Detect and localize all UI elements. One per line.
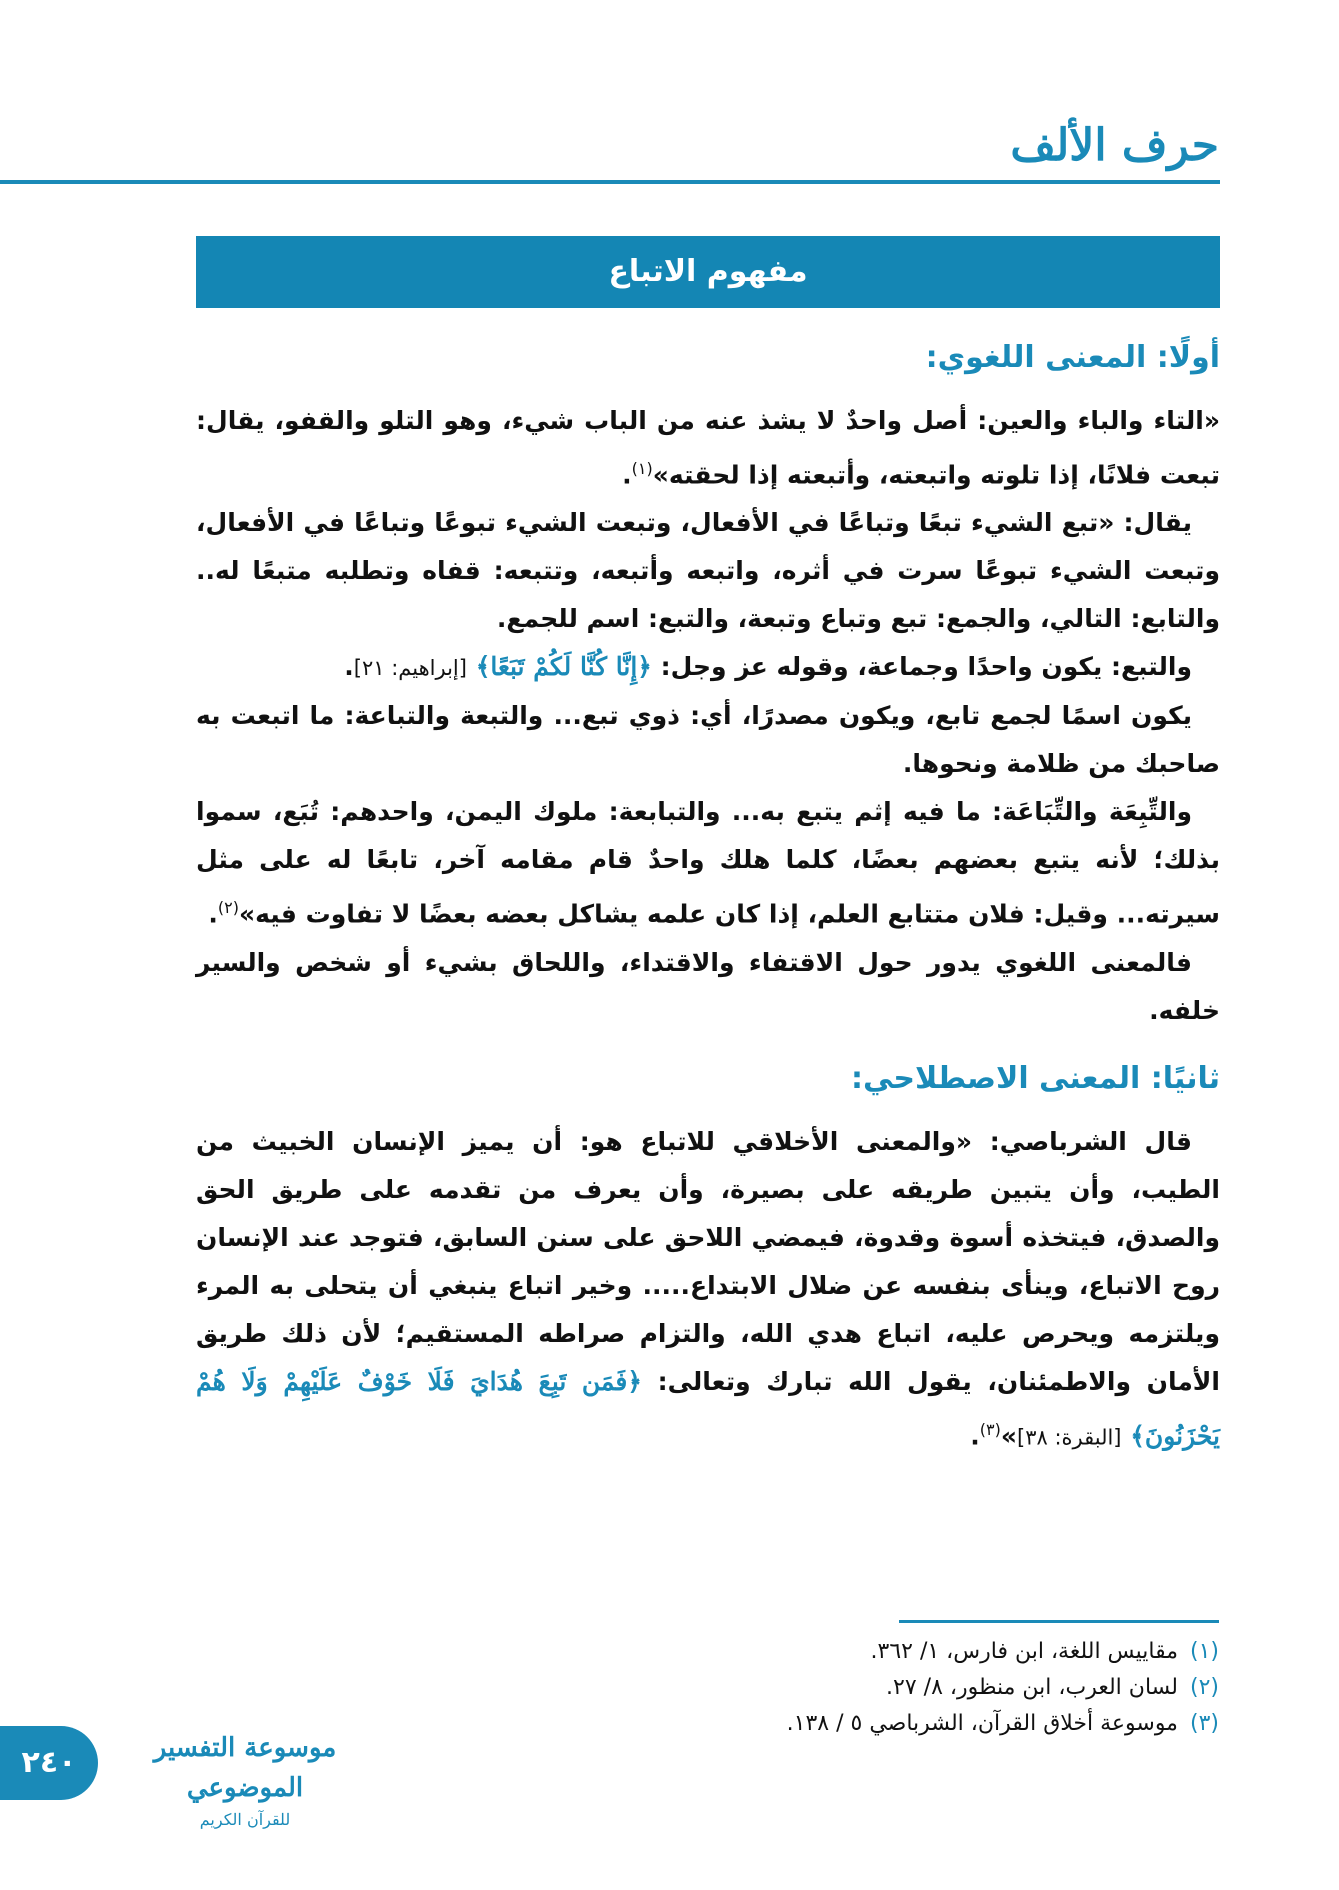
- footnote-divider: [899, 1620, 1219, 1623]
- footnote-ref-3[interactable]: (٣): [979, 1419, 1001, 1439]
- paragraph-5-text: والتِّبِعَة والتِّبَاعَة: ما فيه إثم يتبع به... والتبابعة: ملوك اليمن، واحدهم: تُبَع، سموا بذلك؛ لأنه يتبع بعضهم بعضًا، كلما هلك واحدٌ قام مقامه آخر، تابعًا له على مثل سيرته... وقيل: فلان متتابع العلم، إذا كان علمه يشاكل بعضه بعضًا لا تفاوت فيه»: [196, 797, 1220, 929]
- quran-verse-ibrahim: ﴿إِنَّا كُنَّا لَكُمْ تَبَعًا﴾: [475, 652, 652, 682]
- linguistic-heading: أولًا: المعنى اللغوي:: [925, 340, 1220, 375]
- section-banner: مفهوم الاتباع: [196, 236, 1220, 308]
- footnote-text: موسوعة أخلاق القرآن، الشرباصي ٥ / ١٣٨.: [786, 1711, 1178, 1736]
- footnote-item: [319, 1634, 1219, 1670]
- chapter-title: حرف الألف: [1010, 120, 1219, 171]
- footnote-item: [319, 1706, 1219, 1742]
- paragraph-7-text: قال الشرباصي: «والمعنى الأخلاقي للاتباع هو: أن يميز الإنسان الخبيث من الطيب، وأن يتبين طريقه على بصيرة، وأن يعرف من تقدمه على طريق الحق والصدق، فيتخذه أسوة وقدوة، فيمضي اللاحق على سنن السابق، فتوجد عند الإنسان روح الاتباع، وينأى بنفسه عن ضلال الابتداع..... وخير اتباع ينبغي أن يتحلى به المرء ويلتزمه ويحرص عليه، اتباع هدي الله، والتزام صراطه المستقيم؛ لأن ذلك طريق الأمان والاطمئنان، يقول الله تبارك وتعالى:: [196, 1126, 1220, 1396]
- footnote-number: (١): [1189, 1639, 1219, 1664]
- main-content: [196, 340, 1220, 1461]
- paragraph-3: [196, 643, 1220, 692]
- paragraph-1-text: «التاء والباء والعين: أصل واحدٌ لا يشذ عنه من الباب شيء، وهو التلو والقفو، يقال: تبعت فلانًا، إذا تلوته واتبعته، وأتبعته إذا لحقته»: [196, 406, 1220, 490]
- footnote-text: لسان العرب، ابن منظور، ٨/ ٢٧.: [886, 1675, 1178, 1700]
- page-number: ٢٤٠: [0, 1726, 98, 1800]
- footnote-number: (٢): [1189, 1675, 1219, 1700]
- quran-verse-baqarah: ﴿فَمَن تَبِعَ هُدَايَ فَلَا خَوْفٌ عَلَيْهِمْ وَلَا هُمْ يَحْزَنُونَ﴾: [196, 1366, 1220, 1450]
- paragraph-6: فالمعنى اللغوي يدور حول الاقتفاء والاقتداء، واللحاق بشيء أو شخص والسير خلفه.: [196, 947, 1220, 1025]
- paragraph-3-text: والتبع: يكون واحدًا وجماعة، وقوله عز وجل:: [660, 652, 1192, 682]
- footnote-number: (٣): [1189, 1711, 1219, 1736]
- quote-close: »: [1000, 1420, 1017, 1450]
- paragraph-5: [196, 788, 1220, 938]
- logo-title: موسوعة التفسير الموضوعي: [153, 1733, 337, 1803]
- encyclopedia-logo: [120, 1728, 370, 1829]
- paragraph-1-end: .: [622, 460, 632, 490]
- spacer: [196, 1035, 1220, 1061]
- paragraph-3-end: .: [344, 652, 354, 682]
- header-divider: [0, 180, 1220, 184]
- footnote-ref-2[interactable]: (٢): [217, 898, 239, 918]
- terminological-heading: ثانيًا: المعنى الاصطلاحي:: [851, 1060, 1220, 1096]
- paragraph-5-end: .: [208, 899, 218, 929]
- footnote-ref-1[interactable]: (١): [631, 459, 653, 478]
- paragraph-1: [196, 397, 1220, 499]
- paragraph-7: [196, 1118, 1220, 1461]
- logo-subtitle: للقرآن الكريم: [199, 1810, 291, 1829]
- paragraph-4: يكون اسمًا لجمع تابع، ويكون مصدرًا، أي: ذوي تبع... والتبعة والتباعة: ما اتبعت به صاحبك من ظلامة ونحوها.: [196, 701, 1220, 779]
- paragraph-2: يقال: «تبع الشيء تبعًا وتباعًا في الأفعال، وتبعت الشيء تبوعًا وتباعًا في الأفعال، وتبعت الشيء تبوعًا سرت في أثره، واتبعه وأتبعه، وتتبعه: قفاه وتطلبه متبعًا له.. والتابع: التالي، والجمع: تبع وتباع وتبعة، والتبع: اسم للجمع.: [196, 508, 1220, 634]
- verse-reference-baqarah: [البقرة: ٣٨]: [1017, 1424, 1122, 1449]
- footnote-text: مقاييس اللغة، ابن فارس، ١/ ٣٦٢.: [870, 1639, 1178, 1664]
- footnotes: [319, 1634, 1219, 1742]
- paragraph-7-end: .: [970, 1420, 980, 1450]
- verse-reference-ibrahim: [إبراهيم: ٢١]: [353, 656, 467, 681]
- footnote-item: [319, 1670, 1219, 1706]
